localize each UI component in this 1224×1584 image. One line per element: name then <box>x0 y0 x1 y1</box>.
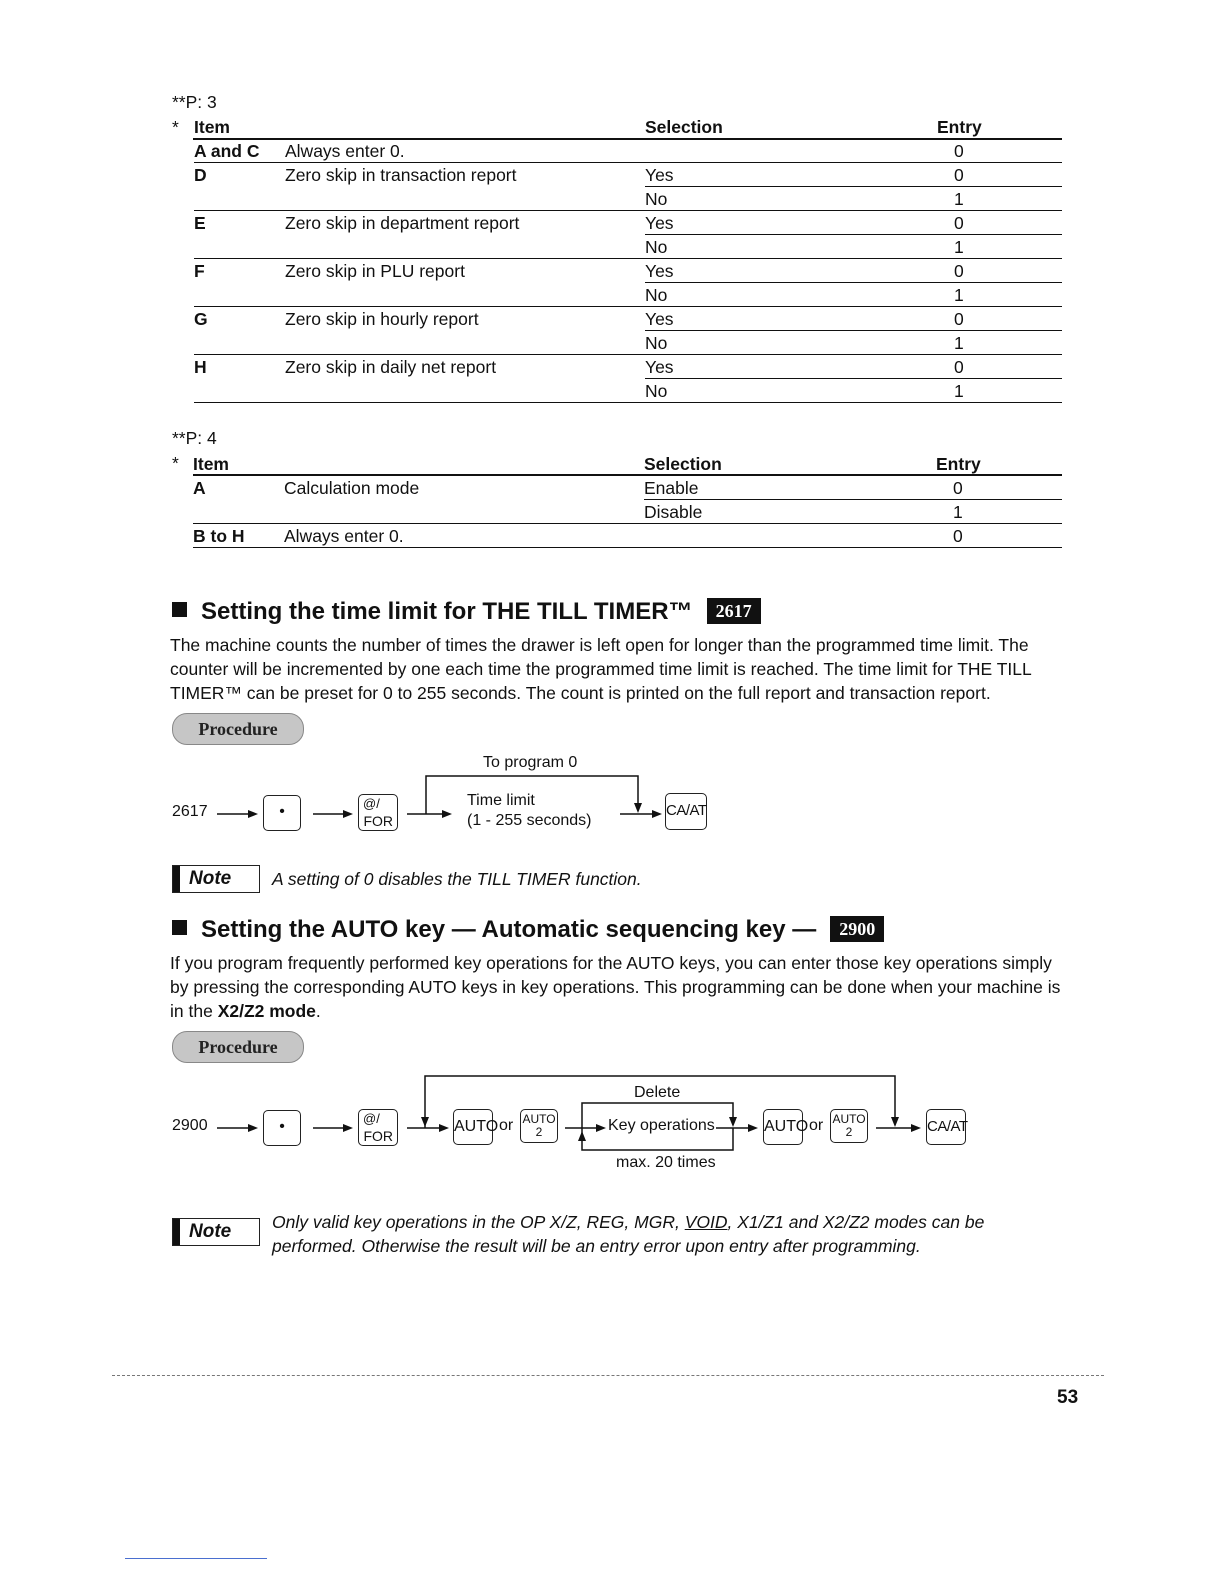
p3-row-desc: Zero skip in daily net report <box>285 357 497 377</box>
p4-row-desc: Calculation mode <box>284 478 420 498</box>
p4-row-entry: 0 <box>953 526 963 546</box>
p4-row-selection: Enable <box>644 478 699 498</box>
p3-row-entry: 1 <box>954 237 964 257</box>
auto-title: Setting the AUTO key — Automatic sequencing key — <box>201 916 817 943</box>
p3-row-item: H <box>194 357 207 377</box>
p3-row-item: E <box>194 213 206 233</box>
void-underlined: VOID <box>684 1212 728 1232</box>
p4-row-entry: 0 <box>953 478 963 498</box>
till-note-text: A setting of 0 disables the TILL TIMER function. <box>272 869 642 889</box>
p3-row-item: F <box>194 261 205 281</box>
p4-header-item: Item <box>193 454 229 474</box>
at-for-key-bottom: FOR <box>363 813 393 829</box>
till-procedure-badge: Procedure <box>172 713 304 745</box>
p3-row-selection: No <box>645 285 668 305</box>
p3-row-entry: 0 <box>954 357 964 377</box>
p3-row-entry: 0 <box>954 309 964 329</box>
auto2-key-bottom: 2 <box>535 1125 543 1139</box>
p3-row-desc: Zero skip in hourly report <box>285 309 479 329</box>
p3-row-selection: No <box>645 333 668 353</box>
p3-row-selection: No <box>645 189 668 209</box>
till-range-label: (1 - 255 seconds) <box>467 812 592 829</box>
page-number: 53 <box>1057 1387 1079 1408</box>
p3-row-entry: 1 <box>954 333 964 353</box>
or-label: or <box>809 1117 824 1134</box>
p3-row-entry: 0 <box>954 213 964 233</box>
p3-row-entry: 1 <box>954 285 964 305</box>
p4-row-item: B to H <box>193 526 245 546</box>
ca-at-key[interactable]: CA/AT <box>926 1109 966 1145</box>
auto-paragraph: If you program frequently performed key operations for the AUTO keys, you can enter those key operations simply by pressing the corresponding AUTO keys in key operations. This programming can be done when your machine is in the X2/Z2 mode. <box>170 953 1061 1021</box>
max-times-label: max. 20 times <box>616 1154 716 1171</box>
auto-note-text: Only valid key operations in the OP X/Z, REG, MGR, VOID, X1/Z1 and X2/Z2 modes can be performed. Otherwise the result will be an entry error upon entry after programming. <box>272 1212 985 1256</box>
p3-row-desc: Zero skip in transaction report <box>285 165 517 185</box>
delete-label: Delete <box>634 1084 681 1101</box>
auto-note-badge <box>172 1218 260 1246</box>
p3-label: **P: 3 <box>172 92 217 112</box>
p3-row-item: A and C <box>194 141 260 161</box>
p3-row-entry: 1 <box>954 381 964 401</box>
p4-row-selection: Disable <box>644 502 703 522</box>
till-paragraph: The machine counts the number of times the drawer is left open for longer than the programmed time limit. The counter will be incremented by one each time the programmed time limit is reached. The time limit for THE TILL TIMER™ can be preset for 0 to 255 seconds. The count is printed on the full report and transaction report. <box>170 635 1032 703</box>
p3-row-entry: 0 <box>954 165 964 185</box>
p3-header-selection: Selection <box>645 117 723 137</box>
p3-row-selection: Yes <box>645 309 674 329</box>
p3-header-entry: Entry <box>937 117 982 137</box>
auto2-key-bottom: 2 <box>845 1125 853 1139</box>
at-for-key-top: @/ <box>363 1111 380 1126</box>
ca-at-key[interactable]: CA/AT <box>665 793 707 830</box>
p4-header-selection: Selection <box>644 454 722 474</box>
auto-key[interactable]: AUTO <box>763 1109 803 1145</box>
p3-row-entry: 0 <box>954 261 964 281</box>
p3-row-item: D <box>194 165 207 185</box>
decimal-point-key[interactable]: • <box>263 795 301 831</box>
auto-procedure-badge: Procedure <box>172 1031 304 1063</box>
p3-row-selection: Yes <box>645 261 674 281</box>
p3-row-desc: Zero skip in PLU report <box>285 261 465 281</box>
p3-row-selection: No <box>645 237 668 257</box>
auto2-key-top: AUTO <box>522 1112 556 1126</box>
auto-key[interactable]: AUTO <box>453 1109 493 1145</box>
p3-row-item: G <box>194 309 208 329</box>
p3-row-selection: Yes <box>645 213 674 233</box>
p3-star: * <box>172 117 179 137</box>
till-start-code: 2617 <box>172 803 208 820</box>
till-title: Setting the time limit for THE TILL TIMER™ <box>201 598 693 625</box>
at-for-key-bottom: FOR <box>363 1128 393 1144</box>
p3-row-selection: Yes <box>645 357 674 377</box>
p3-row-entry: 1 <box>954 189 964 209</box>
bottom-link-rule <box>125 1558 267 1559</box>
auto-mode-bold: X2/Z2 mode <box>217 1001 316 1021</box>
auto2-key-top: AUTO <box>832 1112 866 1126</box>
p3-row-entry: 0 <box>954 141 964 161</box>
p3-row-desc: Always enter 0. <box>285 141 405 161</box>
till-program0-label: To program 0 <box>483 754 578 771</box>
p4-header-entry: Entry <box>936 454 981 474</box>
p3-row-selection: No <box>645 381 668 401</box>
till-time-limit-label: Time limit <box>467 792 535 809</box>
till-code-badge: 2617 <box>707 598 761 624</box>
footer-rule <box>112 1375 1104 1376</box>
or-label: or <box>499 1117 514 1134</box>
decimal-point-key[interactable]: • <box>263 1110 301 1146</box>
auto-start-code: 2900 <box>172 1117 208 1134</box>
p4-row-desc: Always enter 0. <box>284 526 404 546</box>
p3-row-desc: Zero skip in department report <box>285 213 520 233</box>
auto-note-label: Note <box>189 1221 232 1242</box>
p4-row-entry: 1 <box>953 502 963 522</box>
p4-row-item: A <box>193 478 206 498</box>
p3-header-item: Item <box>194 117 230 137</box>
till-note-label: Note <box>189 868 232 889</box>
auto-code-badge: 2900 <box>830 916 884 942</box>
p4-label: **P: 4 <box>172 428 217 448</box>
p3-row-selection: Yes <box>645 165 674 185</box>
p4-star: * <box>172 453 179 473</box>
key-operations-label: Key operations <box>608 1117 715 1134</box>
at-for-key-top: @/ <box>363 796 380 811</box>
